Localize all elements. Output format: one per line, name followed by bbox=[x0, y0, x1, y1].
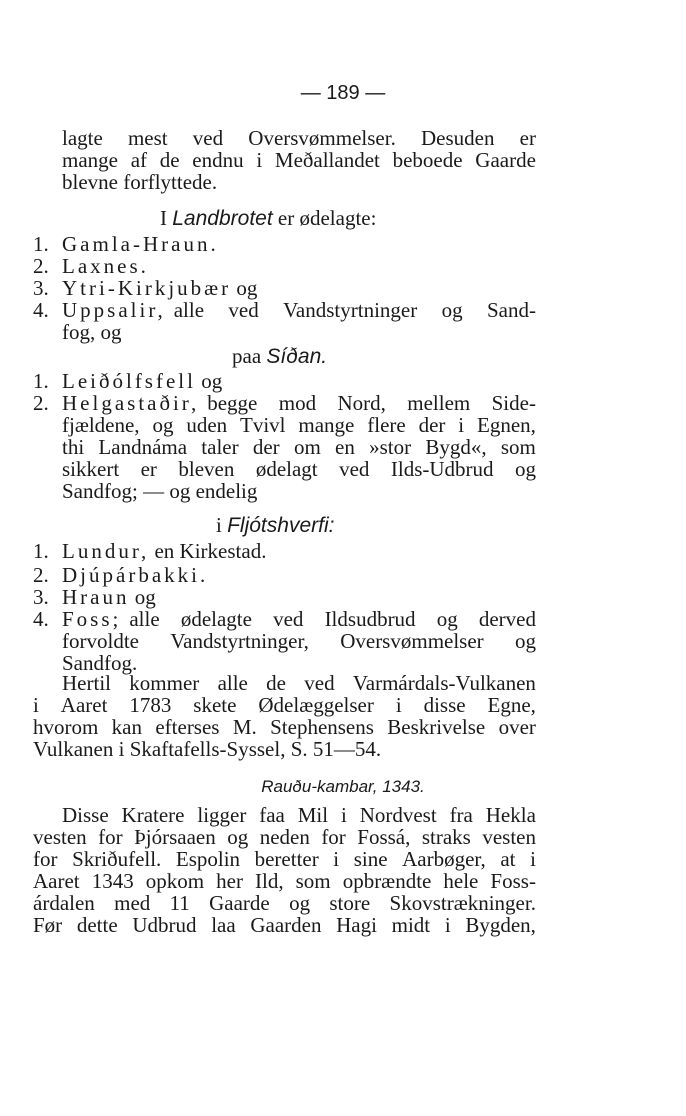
text-line bbox=[62, 127, 536, 149]
word: Ild, bbox=[255, 869, 284, 893]
text-line bbox=[62, 672, 536, 694]
word: Sand- bbox=[486, 298, 536, 322]
word: derved bbox=[478, 607, 536, 631]
word: skete bbox=[193, 693, 237, 717]
text-line bbox=[33, 914, 536, 936]
word: Ødelæggelser bbox=[258, 693, 374, 717]
word: Gaarde bbox=[209, 891, 270, 915]
word: fjældene, bbox=[62, 413, 140, 437]
word: beboede bbox=[392, 148, 463, 172]
page-number: — 189 — bbox=[300, 82, 386, 104]
word: ødelagt bbox=[255, 457, 318, 481]
word: er bbox=[519, 126, 536, 150]
section-intro: paa Síðan. bbox=[232, 344, 328, 368]
word: thi bbox=[62, 435, 85, 459]
word: beretter bbox=[254, 847, 319, 871]
word: og bbox=[515, 629, 536, 653]
word: Vandstyrtninger bbox=[283, 298, 418, 322]
word: taler bbox=[201, 435, 239, 459]
word: kan bbox=[111, 715, 142, 739]
word: endnu bbox=[192, 148, 244, 172]
word: Espolin bbox=[175, 847, 241, 871]
word: og bbox=[152, 413, 174, 437]
word: 11 bbox=[169, 891, 190, 915]
word: Aaret bbox=[60, 693, 108, 717]
word: ved bbox=[273, 607, 304, 631]
word: flere bbox=[367, 413, 406, 437]
word: for bbox=[98, 825, 123, 849]
word: en bbox=[335, 435, 355, 459]
word: hele bbox=[443, 869, 479, 893]
word: i bbox=[444, 913, 451, 937]
word: fra bbox=[449, 803, 473, 827]
word: i bbox=[333, 847, 340, 871]
text-line bbox=[62, 414, 536, 436]
word: som bbox=[295, 869, 331, 893]
word: ved bbox=[228, 298, 259, 322]
word: at bbox=[500, 847, 516, 871]
text-line: fog, og bbox=[62, 320, 122, 344]
word: ved bbox=[304, 671, 335, 695]
word: i bbox=[530, 847, 536, 871]
word: Egne, bbox=[487, 693, 536, 717]
word: Varmárdals-Vulkanen bbox=[352, 671, 536, 695]
word: Hagi bbox=[336, 913, 377, 937]
word: for bbox=[321, 825, 346, 849]
text-line bbox=[62, 436, 536, 458]
word: 1783 bbox=[129, 693, 172, 717]
word: der bbox=[252, 435, 280, 459]
word: neden bbox=[259, 825, 310, 849]
word: ligger bbox=[197, 803, 247, 827]
word: Vandstyrtninger, bbox=[170, 629, 309, 653]
word: Udbrud bbox=[132, 913, 197, 937]
section-heading: Rauðu-kambar, 1343. bbox=[261, 777, 425, 796]
text-line bbox=[62, 458, 536, 480]
section-intro: i Fljótshverfi: bbox=[216, 513, 335, 537]
word: forvoldte bbox=[62, 629, 139, 653]
word: Aarbøger, bbox=[402, 847, 486, 871]
word: og bbox=[514, 457, 536, 481]
word: Skovstrækninger. bbox=[389, 891, 536, 915]
word: Aaret bbox=[33, 869, 80, 893]
word: Foss- bbox=[490, 869, 536, 893]
word: hvorom bbox=[33, 715, 99, 739]
word: Stephensens bbox=[270, 715, 374, 739]
word: sine bbox=[353, 847, 388, 871]
word: i bbox=[395, 693, 402, 717]
word: disse bbox=[423, 693, 466, 717]
word: Bygden, bbox=[465, 913, 536, 937]
word: i bbox=[458, 413, 465, 437]
word: og bbox=[441, 298, 463, 322]
word: Meðallandet bbox=[274, 148, 380, 172]
word: Desuden bbox=[421, 126, 495, 150]
word: mest bbox=[127, 126, 168, 150]
word: mange bbox=[298, 413, 355, 437]
word: her bbox=[216, 869, 243, 893]
word: 1343 bbox=[91, 869, 134, 893]
word: Beskrivelse bbox=[387, 715, 486, 739]
text-line bbox=[33, 826, 536, 848]
word: ved bbox=[339, 457, 370, 481]
word: alle bbox=[173, 298, 205, 322]
word: midt bbox=[391, 913, 431, 937]
word: Bygd«, bbox=[425, 435, 487, 459]
word: Oversvømmelser. bbox=[248, 126, 396, 150]
word: faa bbox=[259, 803, 285, 827]
word: de bbox=[159, 148, 180, 172]
word: Disse bbox=[62, 803, 109, 827]
word: opkom bbox=[145, 869, 205, 893]
word: som bbox=[500, 435, 536, 459]
word: Ildsudbrud bbox=[324, 607, 416, 631]
word: vesten bbox=[482, 825, 536, 849]
word: Gaarde bbox=[475, 148, 536, 172]
word: i bbox=[256, 148, 263, 172]
word: opbrændte bbox=[342, 869, 432, 893]
word: mellem bbox=[407, 391, 471, 415]
word: og bbox=[436, 607, 458, 631]
section-intro: I Landbrotet er ødelagte: bbox=[160, 206, 377, 230]
word: for bbox=[33, 847, 58, 871]
word: i bbox=[340, 803, 347, 827]
word: Ilds-Udbrud bbox=[390, 457, 494, 481]
word: Gaarden bbox=[250, 913, 322, 937]
word: Mil bbox=[297, 803, 329, 827]
word: Nordvest bbox=[359, 803, 437, 827]
word: Landnáma bbox=[98, 435, 188, 459]
word: ved bbox=[192, 126, 224, 150]
word: ødelagte bbox=[180, 607, 252, 631]
word: og bbox=[227, 825, 249, 849]
text-line bbox=[62, 630, 536, 652]
word: árdalen bbox=[33, 891, 95, 915]
word: Nord, bbox=[337, 391, 386, 415]
word: dette bbox=[76, 913, 118, 937]
word: Før bbox=[33, 913, 63, 937]
word: alle bbox=[129, 607, 160, 631]
word: over bbox=[498, 715, 536, 739]
word: om bbox=[293, 435, 321, 459]
text-line: Sandfog; — og endelig bbox=[62, 479, 258, 503]
word: M. bbox=[232, 715, 257, 739]
word: store bbox=[329, 891, 371, 915]
word: efterses bbox=[155, 715, 220, 739]
word: Þjórsaaen bbox=[134, 825, 216, 849]
text-line: blevne forflyttede. bbox=[62, 170, 218, 194]
word: og bbox=[289, 891, 311, 915]
word: vesten bbox=[33, 825, 87, 849]
text-line bbox=[62, 149, 536, 171]
word: med bbox=[114, 891, 151, 915]
text-line bbox=[33, 694, 536, 716]
word: begge bbox=[207, 391, 258, 415]
word: lagte bbox=[62, 126, 103, 150]
word: Egnen, bbox=[477, 413, 536, 437]
word: kommer bbox=[129, 671, 200, 695]
text-line bbox=[33, 716, 536, 738]
word: Hekla bbox=[485, 803, 536, 827]
word: Tvivl bbox=[240, 413, 286, 437]
text-line: Sandfog. bbox=[62, 651, 138, 675]
word: af bbox=[130, 148, 148, 172]
word: uden bbox=[186, 413, 228, 437]
word: mange bbox=[62, 148, 118, 172]
text-line bbox=[33, 870, 536, 892]
word: de bbox=[266, 671, 286, 695]
word: mod bbox=[278, 391, 317, 415]
word: Hertil bbox=[62, 671, 111, 695]
word: Oversvømmelser bbox=[340, 629, 484, 653]
word: laa bbox=[211, 913, 236, 937]
text-line bbox=[62, 804, 536, 826]
word: alle bbox=[217, 671, 248, 695]
word: »stor bbox=[369, 435, 412, 459]
word: Side- bbox=[491, 391, 536, 415]
word: er bbox=[140, 457, 157, 481]
text-line bbox=[33, 892, 536, 914]
text-line bbox=[33, 848, 536, 870]
word: sikkert bbox=[62, 457, 120, 481]
text-line: Vulkanen i Skaftafells-Syssel, S. 51—54. bbox=[33, 737, 382, 761]
word: bleven bbox=[178, 457, 235, 481]
word: der bbox=[418, 413, 446, 437]
word: straks bbox=[421, 825, 471, 849]
word: Fossá, bbox=[357, 825, 411, 849]
word: Skriðufell. bbox=[72, 847, 162, 871]
word: Kratere bbox=[121, 803, 185, 827]
word: i bbox=[33, 693, 39, 717]
